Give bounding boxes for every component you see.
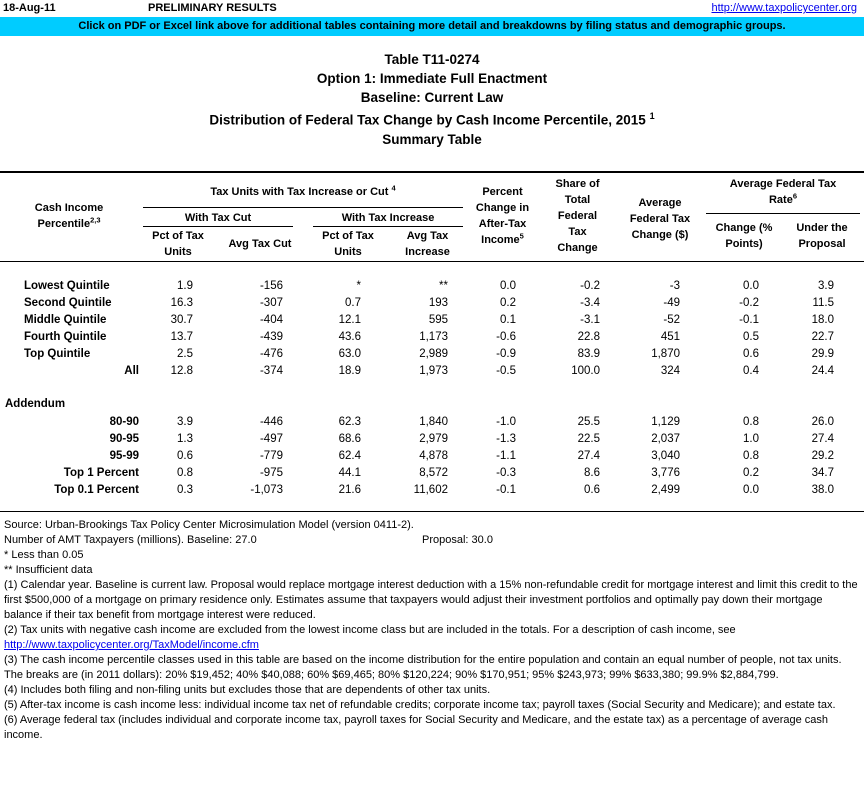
col-header-rate-under: Under the Proposal: [796, 222, 848, 250]
col-header-avg-inc: Avg Tax Increase: [405, 230, 450, 258]
footnote-4: (4) Includes both filing and non-filing units but excludes those that are dependents of other tax units.: [4, 684, 491, 696]
cell-rate-change: 0.6: [743, 348, 759, 360]
cell-avg-inc: 11,602: [413, 484, 448, 496]
row-label: 80-90: [109, 416, 139, 428]
row-label: Middle Quintile: [24, 314, 107, 326]
row-label: Top 0.1 Percent: [54, 484, 139, 496]
table-row: [0, 363, 864, 380]
cell-avg-inc: 8,572: [419, 467, 448, 479]
report-date: 18-Aug-11: [3, 2, 56, 14]
col-header-with-increase: With Tax Increase: [341, 212, 435, 224]
footnote-1: (1) Calendar year. Baseline is current law. Proposal would replace mortgage interest deduction with a 15% non-refundable credit for mortgage interest and limit this credit to the first $500,000 of a mortgage on primary residence only. Estimates assume that taxpayers would adjust their investment portfolios and optimally pay down their mortgage balance if their tax benefit from mortgage interest were reduced.: [4, 579, 858, 621]
row-label: Second Quintile: [24, 297, 112, 309]
cell-avg-cut: -446: [259, 416, 283, 428]
cell-pct-inc: 43.6: [338, 331, 361, 343]
tax-units-rule: [143, 207, 463, 208]
cell-pct-inc: 12.1: [338, 314, 361, 326]
table-row: [0, 482, 864, 499]
cell-rate-under: 26.0: [811, 416, 834, 428]
cell-avg-inc: 4,878: [419, 450, 448, 462]
cell-pct-cut: 1.3: [177, 433, 193, 445]
cell-avg-cut: -156: [259, 280, 283, 292]
cell-rate-change: 0.0: [743, 280, 759, 292]
col-header-tax-units: Tax Units with Tax Increase or Cut $^4$: [210, 183, 396, 198]
table-row: [0, 329, 864, 346]
amt-note: Number of AMT Taxpayers (millions). Baseline: 27.0 Proposal: 30.0: [4, 534, 493, 546]
cell-share: 27.4: [577, 450, 600, 462]
cell-pct-inc: 63.0: [338, 348, 361, 360]
cell-pct-inc: 0.7: [345, 297, 361, 309]
income-definition-link[interactable]: http://www.taxpolicycenter.org/TaxModel/income.cfm: [4, 639, 259, 651]
cell-avg-inc: 193: [428, 297, 448, 309]
cell-share: -3.1: [580, 314, 600, 326]
table-row: [0, 346, 864, 363]
cell-avg-cut: -439: [259, 331, 283, 343]
cell-rate-change: -0.2: [739, 297, 759, 309]
cell-avg-inc: 595: [428, 314, 448, 326]
tpc-link[interactable]: http://www.taxpolicycenter.org: [711, 2, 857, 14]
cell-avg-cut: -476: [259, 348, 283, 360]
cell-rate-under: 29.2: [811, 450, 834, 462]
cell-rate-change: 0.8: [743, 416, 759, 428]
summary-title: Summary Table: [382, 131, 482, 147]
cell-avg-fed-change: 2,037: [651, 433, 680, 445]
cell-rate-under: 24.4: [811, 365, 834, 377]
source-note: Source: Urban-Brookings Tax Policy Center Microsimulation Model (version 0411-2).: [4, 519, 414, 531]
cell-avg-inc: 1,973: [419, 365, 448, 377]
table-row: [0, 431, 864, 448]
cell-avg-cut: -975: [259, 467, 283, 479]
cell-avg-cut: -497: [259, 433, 283, 445]
cell-pct-cut: 0.8: [177, 467, 193, 479]
cell-pct-change: -1.1: [496, 450, 516, 462]
cell-share: 83.9: [577, 348, 600, 360]
col-header-percentile: Cash Income Percentile$^{2,3}$: [34, 202, 104, 230]
cell-pct-change: -1.0: [496, 416, 516, 428]
cell-avg-fed-change: 3,040: [651, 450, 680, 462]
row-label: 95-99: [109, 450, 139, 462]
cell-share: 8.6: [584, 467, 600, 479]
cell-pct-change: -0.3: [496, 467, 516, 479]
cell-share: 25.5: [577, 416, 600, 428]
cell-rate-change: 1.0: [743, 433, 759, 445]
cell-share: 22.5: [577, 433, 600, 445]
cell-rate-change: 0.8: [743, 450, 759, 462]
cell-rate-change: 0.0: [743, 484, 759, 496]
cell-avg-inc: 2,979: [419, 433, 448, 445]
cell-pct-cut: 0.3: [177, 484, 193, 496]
distribution-title: Distribution of Federal Tax Change by Cash Income Percentile, 2015 $^1$: [209, 111, 655, 128]
cell-avg-fed-change: -49: [663, 297, 680, 309]
cell-rate-change: 0.5: [743, 331, 759, 343]
cell-pct-inc: 44.1: [338, 467, 361, 479]
col-header-pct-change: Percent Change in After-Tax Income$^5$: [475, 186, 530, 246]
row-label: Lowest Quintile: [24, 280, 110, 292]
top-bar: [0, 0, 864, 17]
row-label: Fourth Quintile: [24, 331, 107, 343]
cell-share: -3.4: [580, 297, 600, 309]
footnote-3: (3) The cash income percentile classes used in this table are based on the income distribution for the entire population and contain an equal number of people, not tax units. The breaks are (in 2011 dollars): 20% $19,452; 40% $40,088; 60% $69,465; 80% $120,224; 90% $170,951; 95% $243,973; 99% $633,380; 99.9% $2,884,799.: [4, 654, 842, 681]
col-header-share: Share of Total Federal Tax Change: [555, 178, 600, 254]
cell-rate-under: 11.5: [812, 297, 834, 309]
cell-pct-change: -1.3: [496, 433, 516, 445]
cell-pct-cut: 12.8: [170, 365, 193, 377]
cell-avg-cut: -404: [259, 314, 283, 326]
footnote-5: (5) After-tax income is cash income less: individual income tax net of refundable credits; corporate income tax; payroll taxes (Social Security and Medicare); and estate tax.: [4, 699, 836, 711]
cell-pct-change: 0.0: [500, 280, 516, 292]
row-label: Top Quintile: [24, 348, 91, 360]
table-row: [0, 448, 864, 465]
col-header-pct-inc: Pct of Tax Units: [322, 230, 374, 258]
cell-rate-under: 18.0: [811, 314, 834, 326]
cell-pct-cut: 16.3: [170, 297, 193, 309]
addendum-label: Addendum: [5, 398, 66, 410]
table-bottom-rule: [0, 511, 864, 512]
option-title: Option 1: Immediate Full Enactment: [316, 71, 548, 86]
table-row: [0, 465, 864, 482]
cell-avg-inc: 2,989: [419, 348, 448, 360]
baseline-title: Baseline: Current Law: [360, 90, 504, 105]
cell-pct-cut: 2.5: [177, 348, 193, 360]
cell-pct-change: -0.1: [496, 484, 516, 496]
cell-pct-cut: 0.6: [177, 450, 193, 462]
cell-avg-fed-change: 2,499: [651, 484, 680, 496]
cell-avg-fed-change: 3,776: [651, 467, 680, 479]
cell-avg-cut: -1,073: [250, 484, 283, 496]
cell-pct-change: -0.9: [496, 348, 516, 360]
table-titles: [0, 50, 864, 149]
cell-rate-change: -0.1: [739, 314, 759, 326]
cell-avg-cut: -374: [259, 365, 283, 377]
footnotes: [4, 518, 860, 743]
cell-avg-fed-change: -3: [669, 280, 680, 292]
insufficient-note: ** Insufficient data: [4, 564, 93, 576]
cell-avg-cut: -307: [259, 297, 283, 309]
cell-pct-cut: 13.7: [170, 331, 193, 343]
cell-pct-change: 0.1: [500, 314, 516, 326]
row-label: Top 1 Percent: [63, 467, 139, 479]
table-row: [0, 312, 864, 329]
col-header-rate: Average Federal Tax Rate$^6$: [729, 178, 837, 206]
preliminary-label: PRELIMINARY RESULTS: [148, 2, 277, 14]
table-row: [0, 295, 864, 312]
cell-pct-cut: 30.7: [170, 314, 193, 326]
cell-rate-under: 34.7: [811, 467, 834, 479]
cell-pct-cut: 1.9: [177, 280, 193, 292]
rate-rule: [706, 213, 860, 214]
header-top-rule: [0, 171, 864, 173]
cell-rate-change: 0.2: [743, 467, 759, 479]
header-bottom-rule: [0, 261, 864, 262]
with-cut-rule: [143, 226, 293, 227]
cell-pct-inc: 62.4: [338, 450, 361, 462]
col-header-avg-cut: Avg Tax Cut: [228, 238, 292, 250]
footnote-6: (6) Average federal tax (includes individual and corporate income tax, payroll taxes for Social Security and Medicare, and the estate tax) as a percentage of average cash income.: [4, 714, 829, 741]
table-row: [0, 278, 864, 295]
col-header-rate-change: Change (% Points): [715, 222, 773, 250]
cell-share: -0.2: [580, 280, 600, 292]
cell-pct-inc: 21.6: [338, 484, 361, 496]
cell-pct-inc: 62.3: [338, 416, 361, 428]
cell-share: 22.8: [577, 331, 600, 343]
col-header-pct-cut: Pct of Tax Units: [152, 230, 204, 258]
cell-pct-inc: 18.9: [338, 365, 361, 377]
cell-rate-change: 0.4: [743, 365, 759, 377]
cell-rate-under: 38.0: [811, 484, 834, 496]
cell-pct-change: 0.2: [500, 297, 516, 309]
cell-avg-inc: 1,840: [419, 416, 448, 428]
cell-avg-fed-change: 451: [660, 331, 680, 343]
row-label: 90-95: [109, 433, 139, 445]
cell-share: 0.6: [584, 484, 600, 496]
table-id: Table T11-0274: [384, 52, 480, 67]
cell-pct-change: -0.5: [496, 365, 516, 377]
with-increase-rule: [313, 226, 463, 227]
cell-avg-fed-change: 1,870: [651, 348, 680, 360]
cell-avg-cut: -779: [259, 450, 283, 462]
col-header-with-cut: With Tax Cut: [184, 212, 252, 224]
cell-pct-cut: 3.9: [177, 416, 193, 428]
cell-avg-fed-change: 1,129: [651, 416, 680, 428]
less-than-note: * Less than 0.05: [4, 549, 84, 561]
cell-avg-fed-change: -52: [663, 314, 680, 326]
col-header-avg-fed: Average Federal Tax Change ($): [629, 197, 691, 241]
cell-pct-inc: 68.6: [338, 433, 361, 445]
info-banner: Click on PDF or Excel link above for additional tables containing more detail and breakdowns by filing status and demographic groups.: [0, 17, 864, 36]
cell-pct-inc: *: [356, 280, 361, 292]
cell-avg-inc: **: [439, 280, 448, 292]
cell-share: 100.0: [571, 365, 600, 377]
cell-rate-under: 22.7: [811, 331, 834, 343]
cell-rate-under: 29.9: [811, 348, 834, 360]
footnote-2: (2) Tax units with negative cash income are excluded from the lowest income class but are included in the totals. For a description of cash income, see: [4, 624, 736, 636]
cell-pct-change: -0.6: [496, 331, 516, 343]
cell-rate-under: 27.4: [811, 433, 834, 445]
cell-avg-inc: 1,173: [419, 331, 448, 343]
cell-avg-fed-change: 324: [660, 365, 680, 377]
table-row: [0, 414, 864, 431]
row-label: All: [124, 365, 139, 377]
cell-rate-under: 3.9: [818, 280, 834, 292]
